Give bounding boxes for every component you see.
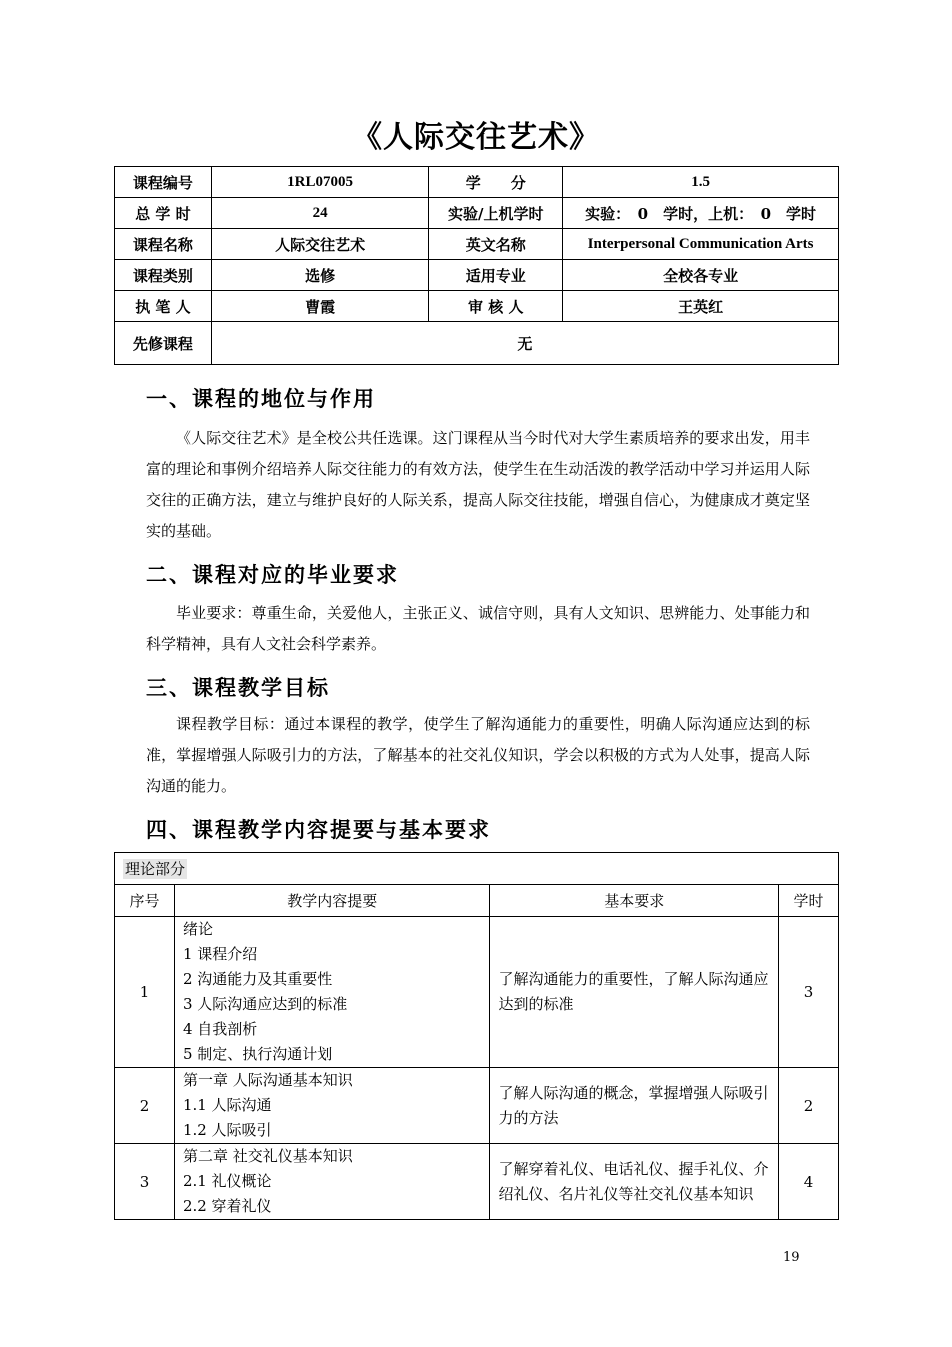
info-label: 学 分 [429, 167, 563, 198]
outline-line: 2 沟通能力及其重要性 [182, 970, 333, 988]
info-row-code [115, 167, 839, 198]
info-value: 曹霞 [211, 291, 428, 322]
outline-line: 1.2 人际吸引 [182, 1121, 272, 1139]
info-value: 王英红 [563, 291, 839, 322]
info-value: 实验： 0 学时，上机： 0 学时 [563, 198, 839, 229]
info-label: 课程编号 [115, 167, 212, 198]
info-label: 执 笔 人 [115, 291, 212, 322]
info-label: 总 学 时 [115, 198, 212, 229]
outline-line: 1.1 人际沟通 [182, 1096, 272, 1114]
hours: 4 [779, 1144, 839, 1220]
basic-requirement: 了解沟通能力的重要性，了解人际沟通应达到的标准 [490, 917, 779, 1068]
section-heading: 四、课程教学内容提要与基本要求 [146, 818, 491, 842]
outline-line: 4 自我剖析 [182, 1020, 258, 1038]
info-value: 1RL07005 [211, 167, 428, 198]
hours: 2 [779, 1068, 839, 1144]
outline-line: 绪论 [182, 920, 213, 938]
info-row-author [115, 291, 839, 322]
info-value: 全校各专业 [563, 260, 839, 291]
basic-requirement: 了解人际沟通的概念，掌握增强人际吸引力的方法 [490, 1068, 779, 1144]
info-value: 选修 [211, 260, 428, 291]
table-row [115, 1068, 839, 1144]
outline-line: 第一章 人际沟通基本知识 [182, 1071, 353, 1089]
info-value: 24 [211, 198, 428, 229]
info-label: 先修课程 [115, 322, 212, 365]
outline-line: 第二章 社交礼仪基本知识 [182, 1147, 353, 1165]
info-label: 审 核 人 [429, 291, 563, 322]
document-title: 《人际交往艺术》 [352, 120, 600, 155]
info-value: 无 [211, 322, 838, 365]
section-paragraph: 毕业要求：尊重生命，关爱他人，主张正义、诚信守则，具有人文知识、思辨能力、处事能力和科学精神，具有人文社会科学素养。 [146, 604, 810, 653]
section-paragraph: 《人际交往艺术》是全校公共任选课。这门课程从当今时代对大学生素质培养的要求出发，用丰富的理论和事例介绍培养人际交往能力的有效方法，使学生在生动活泼的教学活动中学习并运用人际交往的正确方法，建立与维护良好的人际关系，提高人际交往技能，增强自信心，为健康成才奠定坚实的基础。 [146, 429, 810, 540]
section-paragraph: 课程教学目标：通过本课程的教学，使学生了解沟通能力的重要性，明确人际沟通应达到的标准，掌握增强人际吸引力的方法，了解基本的社交礼仪知识，学会以积极的方式为人处事，提高人际沟通的能力。 [146, 715, 810, 795]
info-label: 英文名称 [429, 229, 563, 260]
info-value: 1.5 [563, 167, 839, 198]
content-outline [174, 1068, 490, 1144]
column-header: 序号 [115, 885, 175, 917]
column-header: 学时 [779, 885, 839, 917]
outline-line: 5 制定、执行沟通计划 [182, 1045, 333, 1063]
section-heading: 二、课程对应的毕业要求 [146, 563, 399, 587]
outline-line: 1 课程介绍 [182, 945, 258, 963]
content-table [114, 852, 839, 1220]
section-label: 理论部分 [125, 860, 186, 878]
column-header: 教学内容提要 [174, 885, 490, 917]
outline-line: 2.1 礼仪概论 [182, 1172, 272, 1190]
table-row [115, 917, 839, 1068]
info-row-name [115, 229, 839, 260]
row-number: 3 [115, 1144, 175, 1220]
info-value: 人际交往艺术 [211, 229, 428, 260]
section-heading: 一、课程的地位与作用 [146, 387, 376, 411]
info-label: 实验/上机学时 [429, 198, 563, 229]
basic-requirement: 了解穿着礼仪、电话礼仪、握手礼仪、介绍礼仪、名片礼仪等社交礼仪基本知识 [490, 1144, 779, 1220]
table-row [115, 1144, 839, 1220]
row-number: 2 [115, 1068, 175, 1144]
row-number: 1 [115, 917, 175, 1068]
outline-line: 2.2 穿着礼仪 [182, 1197, 272, 1215]
column-header: 基本要求 [490, 885, 779, 917]
info-label: 课程名称 [115, 229, 212, 260]
info-row-hours [115, 198, 839, 229]
page-number: 19 [783, 1250, 800, 1265]
info-label: 适用专业 [429, 260, 563, 291]
table-header-row [115, 885, 839, 917]
outline-line: 3 人际沟通应达到的标准 [182, 995, 348, 1013]
info-row-type [115, 260, 839, 291]
info-row-prereq [115, 322, 839, 365]
info-label: 课程类别 [115, 260, 212, 291]
content-outline [174, 1144, 490, 1220]
section-label-row [115, 853, 839, 885]
course-info-table [114, 166, 839, 365]
hours: 3 [779, 917, 839, 1068]
section-heading: 三、课程教学目标 [146, 676, 330, 700]
content-outline [174, 917, 490, 1068]
info-value: Interpersonal Communication Arts [563, 229, 839, 260]
